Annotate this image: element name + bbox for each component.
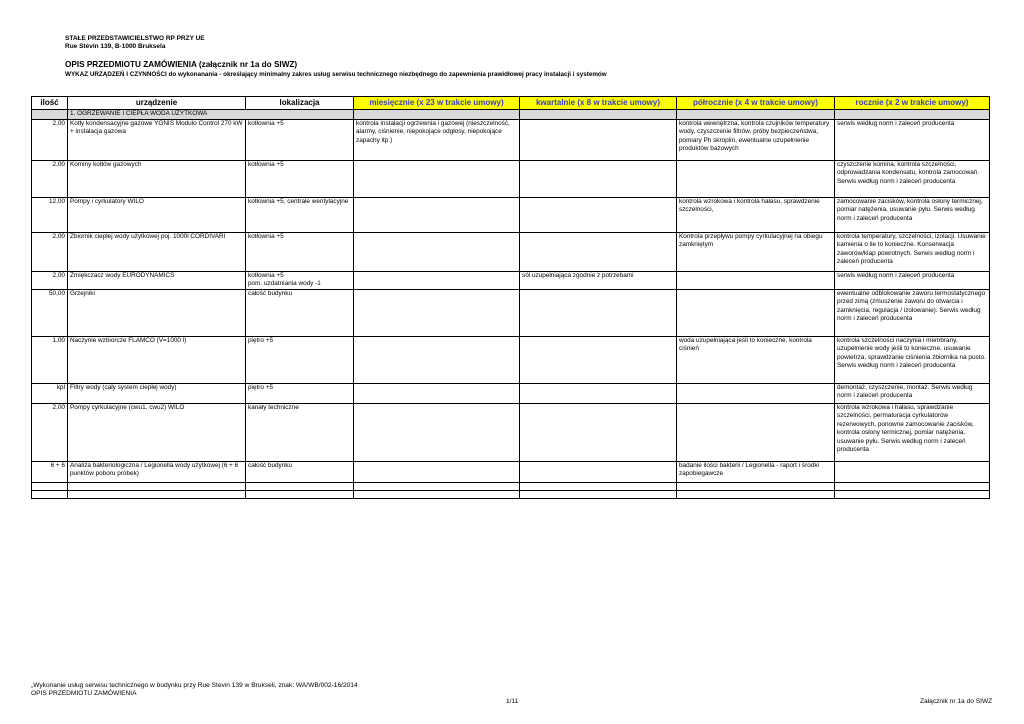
- cell-quarterly: [520, 160, 677, 197]
- cell-qty: 2,00: [32, 271, 68, 289]
- table-row: [32, 383, 990, 403]
- cell-location: piętro +5: [246, 383, 354, 403]
- cell-device: Kotły kondensacyjne gazowe YGNIS Modulo Control 270 kW + instalacja gazowa: [68, 119, 246, 160]
- cell-device: Pompy i cyrkulatory WILO: [68, 197, 246, 232]
- cell-monthly: [354, 271, 520, 289]
- blank-cell: [246, 490, 354, 498]
- cell-monthly: [354, 289, 520, 336]
- cell-device: Filtry wody (cały system ciepłej wody): [68, 383, 246, 403]
- cell-monthly: [354, 383, 520, 403]
- cell-halfyear: [677, 383, 835, 403]
- col-header-location: lokalizacja: [246, 97, 354, 110]
- cell-yearly: serwis według norm i zaleceń producenta: [835, 119, 990, 160]
- col-header-quarterly: kwartalnie (x 8 w trakcie umowy): [520, 97, 677, 110]
- cell-location: kanały techniczne: [246, 403, 354, 461]
- cell-quarterly: [520, 461, 677, 482]
- section-spacer: [354, 110, 520, 120]
- cell-qty: 1,00: [32, 336, 68, 383]
- blank-row: [32, 490, 990, 498]
- cell-yearly: [835, 461, 990, 482]
- cell-location: kotłownia +5: [246, 232, 354, 271]
- footer-page-number: 1/11: [506, 698, 519, 705]
- blank-cell: [246, 482, 354, 490]
- cell-halfyear: [677, 403, 835, 461]
- blank-cell: [68, 490, 246, 498]
- blank-cell: [835, 482, 990, 490]
- table-row: [32, 197, 990, 232]
- section-spacer: [835, 110, 990, 120]
- cell-location: całość budynku: [246, 461, 354, 482]
- cell-quarterly: [520, 336, 677, 383]
- cell-device: Kominy kotłów gazowych: [68, 160, 246, 197]
- footer-doc-name: OPIS PRZEDMIOTU ZAMÓWIENIA: [31, 690, 137, 697]
- cell-yearly: kontrola szczelności naczynia i membrany, uzupełnienie wody jeśli to konieczne, usuwanie powietrza, sprawdzanie ciśnienia zbiornika na pusto. Serwis według norm i zaleceń producenta: [835, 336, 990, 383]
- table-row: [32, 289, 990, 336]
- cell-halfyear: woda uzupełniająca jeśli to konieczne, kontrola ciśnień: [677, 336, 835, 383]
- table-row: [32, 160, 990, 197]
- cell-yearly: zamocowanie zacisków, kontrola osłony termicznej, pomiar natężenia, usuwanie pyłu. Serwis według norm i zaleceń producenta: [835, 197, 990, 232]
- cell-location: kotłownia +5: [246, 160, 354, 197]
- cell-location: kotłownia +5 pom. uzdatniania wody -1: [246, 271, 354, 289]
- section-spacer: [677, 110, 835, 120]
- table-row: [32, 336, 990, 383]
- table-row: [32, 403, 990, 461]
- cell-halfyear: [677, 271, 835, 289]
- cell-monthly: [354, 197, 520, 232]
- document-title: OPIS PRZEDMIOTU ZAMÓWIENIA (załącznik nr 1a do SIWZ): [65, 60, 298, 69]
- cell-halfyear: [677, 160, 835, 197]
- cell-halfyear: kontrola wewnętrzna, kontrola czujników temperatury wody, czyszczenie filtrów, próby bezpieczeństwa, pomiary Ph skroplin, ewentualne uzupełnienie produktów bazowych: [677, 119, 835, 160]
- cell-halfyear: badanie ilości bakterii / Legionella - raport i środki zapobiegawcze: [677, 461, 835, 482]
- cell-device: Zmiękczacz wody EURODYNAMICS: [68, 271, 246, 289]
- cell-halfyear: [677, 289, 835, 336]
- cell-location: całość budynku: [246, 289, 354, 336]
- cell-yearly: kontrola wzrokowa i hałasu, sprawdzanie szczelności, permaturacja cyrkulatorów rezerwowych, ponowne zamocowanie zacisków, kontrola osłony termicznej, pomiar natężenia, usuwanie pyłu. Serwis według norm i zaleceń producenta: [835, 403, 990, 461]
- cell-location: piętro +5: [246, 336, 354, 383]
- cell-monthly: [354, 461, 520, 482]
- cell-qty: 2,00: [32, 403, 68, 461]
- cell-qty: 2,00: [32, 119, 68, 160]
- cell-monthly: kontrola instalacji ogrzewnia i gazowej (nieszczelność, alarmy, ciśnienie, niepokojące odgłosy, niepokojące zapachy itp.): [354, 119, 520, 160]
- cell-quarterly: sól uzupełniająca zgodnie z potrzebami: [520, 271, 677, 289]
- cell-monthly: [354, 336, 520, 383]
- section-title: 1. OGRZEWANIE I CIEPŁA WODA UŻYTKOWA: [68, 110, 354, 120]
- blank-cell: [677, 490, 835, 498]
- blank-cell: [354, 482, 520, 490]
- col-header-yearly: rocznie (x 2 w trakcie umowy): [835, 97, 990, 110]
- blank-cell: [68, 482, 246, 490]
- section-spacer: [32, 110, 68, 120]
- cell-monthly: [354, 403, 520, 461]
- cell-monthly: [354, 160, 520, 197]
- blank-cell: [354, 490, 520, 498]
- blank-cell: [32, 490, 68, 498]
- cell-yearly: czyszczenie komina, kontrola szczelności, odprowadzania kondensatu, kontrola zamocowań. Serwis według norm i zaleceń producenta: [835, 160, 990, 197]
- col-header-qty: ilość: [32, 97, 68, 110]
- cell-location: kotłownia +5: [246, 119, 354, 160]
- footer-contract: „Wykonanie usług serwisu technicznego w budynku przy Rue Stevin 139 w Brukseli, znak: WA/WB/002-16/2014: [31, 682, 358, 689]
- section-row: [32, 110, 990, 120]
- blank-row: [32, 482, 990, 490]
- cell-quarterly: [520, 289, 677, 336]
- cell-device: Naczynie wzbiorcze FLAMCO (V=1000 l): [68, 336, 246, 383]
- blank-cell: [520, 482, 677, 490]
- cell-halfyear: kontrola wzrokowa i kontrola hałasu, sprawdzenie szczelności,: [677, 197, 835, 232]
- organization-address: Rue Stévin 139, B-1000 Bruksela: [65, 43, 166, 50]
- cell-device: Pompy cyrkulacyjne (cwu1, cwu2) WILO: [68, 403, 246, 461]
- cell-qty: kpl: [32, 383, 68, 403]
- cell-halfyear: Kontrola przepływu pompy cyrkulacyjnej na obiegu zamkniętym: [677, 232, 835, 271]
- cell-qty: 6 + 6: [32, 461, 68, 482]
- table-row: [32, 232, 990, 271]
- cell-device: Zbiornik ciepłej wody użytkowej poj. 1000l CORDIVARI: [68, 232, 246, 271]
- document-subtitle: WYKAZ URZĄDZEŃ I CZYNNOŚCI do wykonanania - określający minimalny zakres usług serwisu technicznego niezbędnego do zapewnienia prawidłowej pracy instalacji i systemów: [65, 71, 607, 78]
- table-header-row: [32, 97, 990, 110]
- cell-yearly: demontaż, czyszczenie, montaż. Serwis według norm i zaleceń producenta: [835, 383, 990, 403]
- cell-quarterly: [520, 383, 677, 403]
- table-row: [32, 119, 990, 160]
- blank-cell: [835, 490, 990, 498]
- col-header-halfyear: półrocznie (x 4 w trakcie umowy): [677, 97, 835, 110]
- cell-qty: 2,00: [32, 160, 68, 197]
- cell-quarterly: [520, 197, 677, 232]
- col-header-monthly: miesięcznie (x 23 w trakcie umowy): [354, 97, 520, 110]
- cell-location: kotłownia +5, centrale wentylacyjne: [246, 197, 354, 232]
- cell-yearly: kontrola temperatury, szczelności, izolacji. Usuwanie kamienia o ile to konieczne. Konserwacja zaworów/klap powrotnych. Serwis według norm i zaleceń producenta: [835, 232, 990, 271]
- col-header-device: urządzenie: [68, 97, 246, 110]
- cell-device: Grzejniki: [68, 289, 246, 336]
- table-row: [32, 271, 990, 289]
- cell-quarterly: [520, 232, 677, 271]
- cell-qty: 2,00: [32, 232, 68, 271]
- footer-attachment: Załącznik nr 1a do SIWZ: [920, 698, 993, 705]
- blank-cell: [32, 482, 68, 490]
- section-spacer: [520, 110, 677, 120]
- blank-cell: [677, 482, 835, 490]
- cell-qty: 12,00: [32, 197, 68, 232]
- cell-monthly: [354, 232, 520, 271]
- cell-device: Analiza bakteriologiczna / Legionella wody użytkowej (6 + 6 punktów poboru próbek): [68, 461, 246, 482]
- cell-quarterly: [520, 119, 677, 160]
- blank-cell: [520, 490, 677, 498]
- organization-name: STAŁE PRZEDSTAWICIELSTWO RP PRZY UE: [65, 35, 205, 42]
- cell-quarterly: [520, 403, 677, 461]
- equipment-table: [31, 96, 990, 499]
- cell-qty: 50,00: [32, 289, 68, 336]
- cell-yearly: serwis według norm i zaleceń producenta: [835, 271, 990, 289]
- table-row: [32, 461, 990, 482]
- cell-yearly: ewentualne odblokowanie zaworu termostatycznego przed zimą (zmuszenie zaworu do otwarcia i zamknięcia, regulacja / izolowanie). Serwis według norm i zaleceń producenta: [835, 289, 990, 336]
